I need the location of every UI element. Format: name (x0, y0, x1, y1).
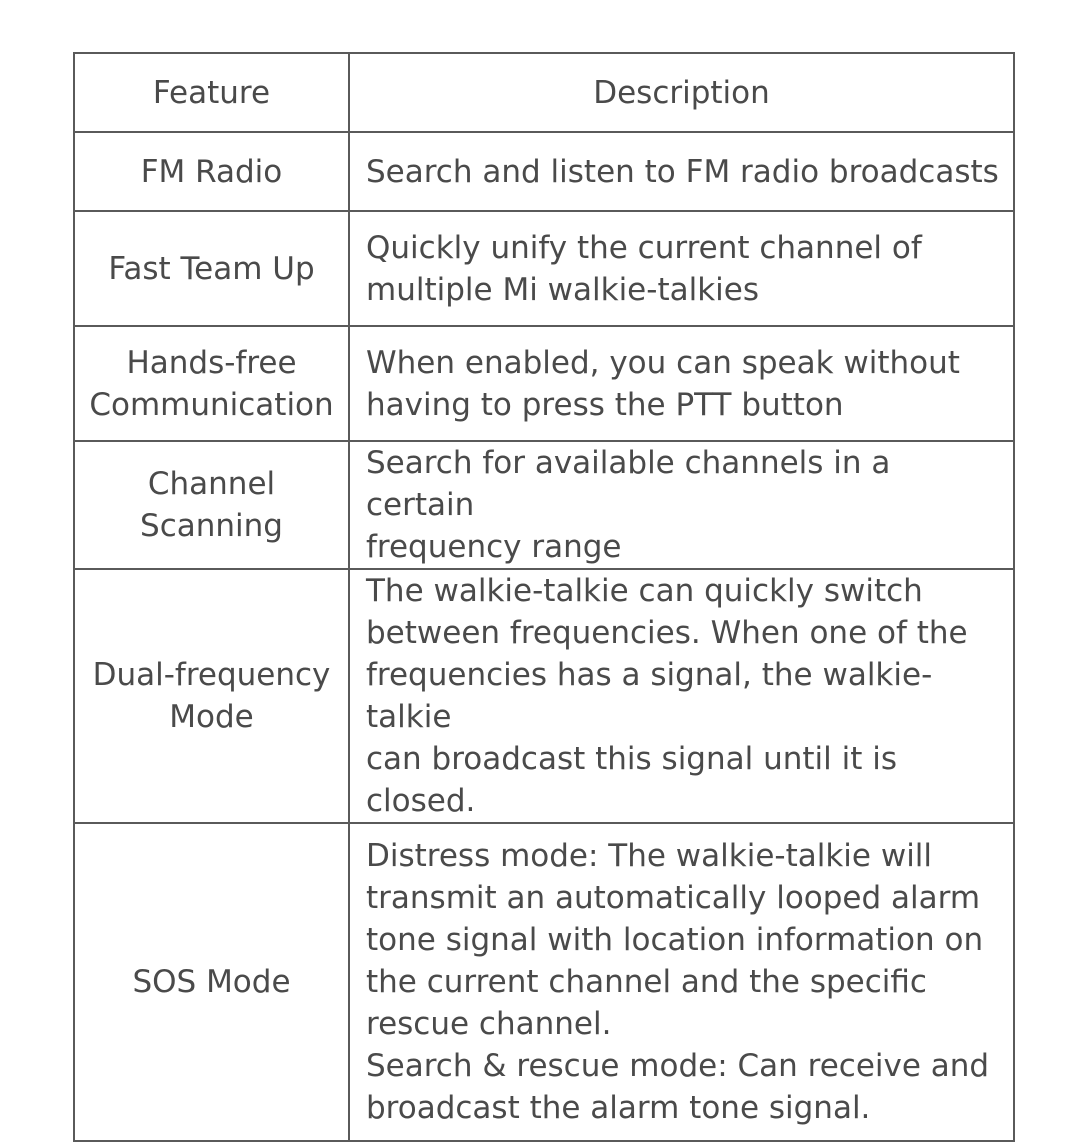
feature-text: Channel (147, 466, 276, 502)
description-text: having to press the PTT button (366, 386, 844, 423)
feature-text: Mode (169, 699, 254, 735)
description-text: transmit an automatically looped alarm (366, 880, 981, 916)
feature-text: Hands-free (126, 344, 297, 381)
description-text: Search and listen to FM radio broadcasts (366, 153, 999, 190)
table-row (74, 441, 1014, 569)
feature-cell (74, 569, 349, 823)
description-cell (349, 211, 1014, 326)
feature-cell (74, 823, 349, 1141)
description-text: rescue channel. (366, 1006, 612, 1042)
table-row (74, 211, 1014, 326)
table-header-row (74, 53, 1014, 132)
description-text: frequency range (366, 529, 622, 565)
table-row (74, 132, 1014, 211)
header-feature: Feature (74, 53, 349, 132)
feature-cell (74, 132, 349, 211)
feature-text: Dual-frequency (92, 657, 331, 693)
feature-table (73, 52, 1015, 1142)
description-text: The walkie-talkie can quickly switch (366, 573, 923, 609)
description-text: When enabled, you can speak without (366, 344, 960, 381)
description-text: broadcast the alarm tone signal. (366, 1090, 871, 1126)
description-text: between frequencies. When one of the (366, 615, 968, 651)
description-text: Distress mode: The walkie-talkie will (366, 838, 933, 874)
description-cell (349, 132, 1014, 211)
feature-text: Communication (89, 386, 334, 423)
description-cell (349, 441, 1014, 569)
feature-cell (74, 326, 349, 441)
description-text: Quickly unify the current channel of (366, 229, 922, 266)
feature-text: Fast Team Up (108, 250, 315, 287)
header-description: Description (349, 53, 1014, 132)
description-text: frequencies has a signal, the walkie-talkie (366, 657, 933, 735)
description-text: the current channel and the specific (366, 964, 927, 1000)
table-row (74, 569, 1014, 823)
description-text: Search & rescue mode: Can receive and (366, 1048, 990, 1084)
table-row (74, 326, 1014, 441)
description-cell (349, 569, 1014, 823)
table-row (74, 823, 1014, 1141)
feature-text: FM Radio (140, 153, 283, 190)
description-cell (349, 823, 1014, 1141)
description-text: can broadcast this signal until it is closed. (366, 741, 898, 819)
feature-cell (74, 211, 349, 326)
feature-text: SOS Mode (132, 964, 291, 1000)
feature-text: Scanning (140, 508, 283, 544)
description-text: Search for available channels in a certain (366, 445, 891, 523)
feature-cell (74, 441, 349, 569)
description-text: tone signal with location information on (366, 922, 984, 958)
description-text: multiple Mi walkie-talkies (366, 271, 759, 308)
description-cell (349, 326, 1014, 441)
